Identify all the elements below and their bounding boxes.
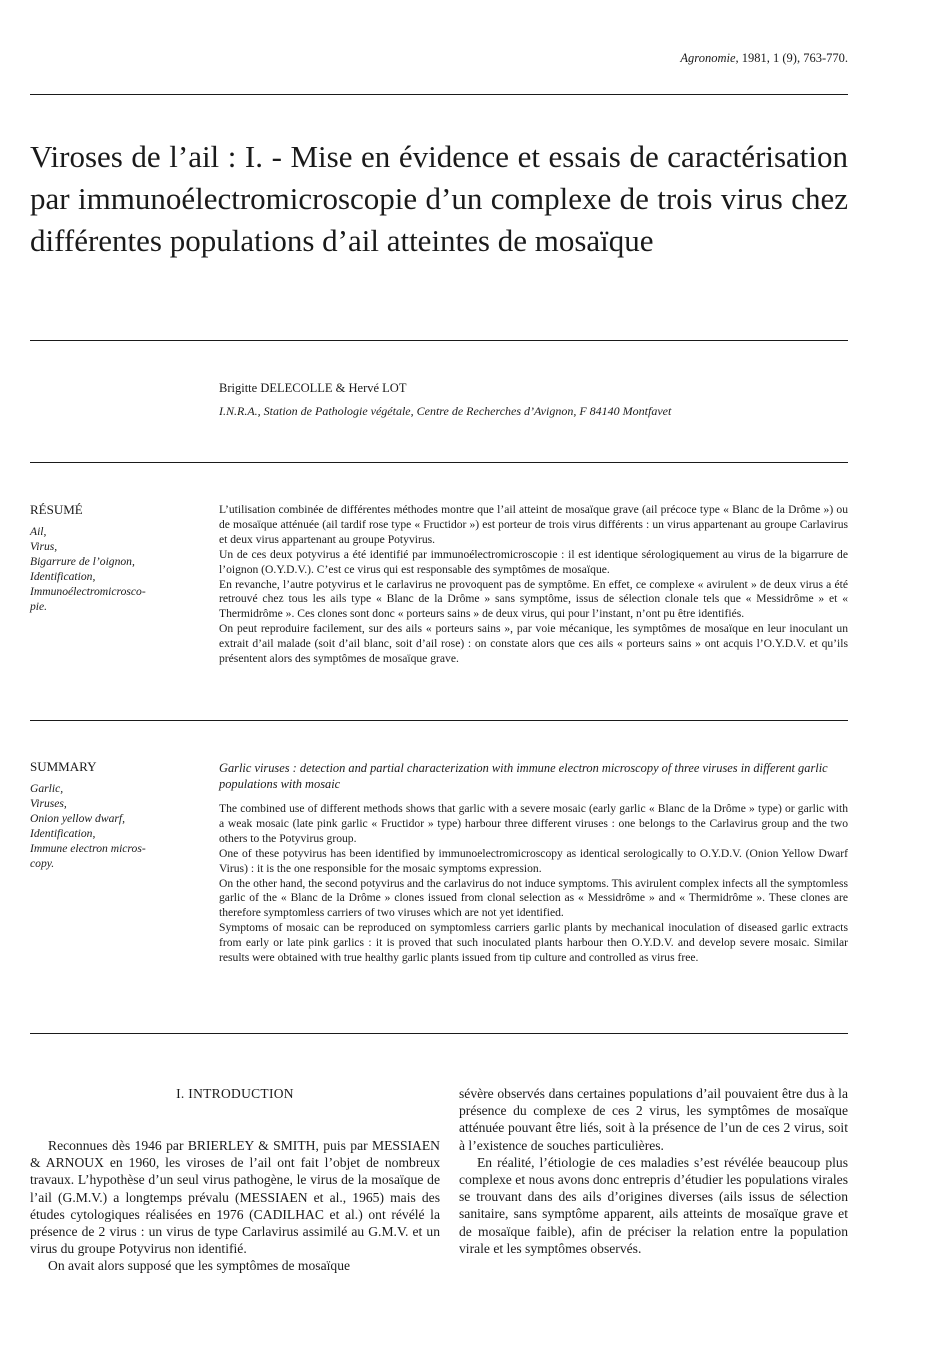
journal-reference	[680, 51, 848, 66]
resume-paragraph: Un de ces deux potyvirus a été identifié par immunoélectromicroscopie : il est identique sérologiquement au virus de la bigarrure de l’oignon (O.Y.D.V.). C’est ce virus qui est responsable des symptômes de mosaïque.	[219, 547, 848, 576]
keyword: Viruses,	[30, 797, 67, 810]
resume-paragraph: L’utilisation combinée de différentes méthodes montre que l’ail atteint de mosaïque grave (ail précoce type « Blanc de la Drôme ») ou de mosaïque atténuée (ail tardif rose type « Fructidor ») est porteur de trois virus différents : un virus appartenant au groupe Carlavirus et deux virus appartenant au groupe Potyvirus.	[219, 503, 848, 546]
resume-heading: RÉSUMÉ	[30, 502, 83, 517]
summary-rule	[30, 1033, 848, 1034]
resume-keywords	[30, 524, 146, 614]
paper-title: Viroses de l’ail : I. - Mise en évidence et essais de caractérisation par immunoélectromicroscopie d’un complexe de trois virus chez différentes populations d’ail atteintes de mosaïque	[30, 139, 848, 258]
resume-paragraph: En revanche, l’autre potyvirus et le carlavirus ne provoquent pas de symptôme. En effet, ce complexe « avirulent » de deux virus a été retrouvé chez tous les ails type « Blanc de la Drôme » sans symptôme, issus de sélection clonale tels que « Messidrôme » et « Thermidrôme ». Ces clones sont donc « porteurs sains » de deux virus, qui pour l’instant, n’ont pu être identifiés.	[219, 577, 848, 621]
summary-keywords	[30, 781, 146, 871]
resume-rule	[30, 720, 848, 721]
summary-heading: SUMMARY	[30, 759, 97, 774]
journal-name: Agronomie,	[680, 51, 739, 65]
keyword: Immunoélectromicrosco-	[30, 585, 146, 598]
summary-title: Garlic viruses : detection and partial characterization with immune electron microscopy of three viruses in different garlic populations with mosaic	[219, 761, 828, 791]
keyword: Virus,	[30, 540, 58, 553]
body-paragraph: Reconnues dès 1946 par BRIERLEY & SMITH, puis par MESSIAEN & ARNOUX en 1960, les viroses de l’ail ont fait l’objet de nombreux travaux. L’hypothèse d’un seul virus pathogène, le virus de la mosaïque de l’ail (G.M.V.) a longtemps prévalu (MESSIAEN et al., 1965) mais des études cytologiques réalisées en 1976 (CADILHAC et al.) ont révélé la présence de 2 virus : un virus de type Carlavirus assimilé au G.M.V. et un virus du groupe Potyvirus non identifié.	[30, 1138, 440, 1257]
summary-body	[219, 802, 848, 966]
introduction-left-column	[30, 1137, 440, 1275]
summary-paragraph: Symptoms of mosaic can be reproduced on symptomless carriers garlic plants by mechanical inoculation of diseased garlic extracts from early or late pink garlics : it is proved that such inoculated plants harbour then O.Y.D.V. and develop severe mosaic. Similar results were obtained with true healthy garlic plants issued from tip culture and controlled as virus free.	[219, 921, 848, 965]
introduction-heading: I. INTRODUCTION	[176, 1086, 294, 1101]
resume-paragraph: On peut reproduire facilement, sur des ails « porteurs sains », par voie mécanique, les symptômes de mosaïque en leur inoculant un extrait d’ail malade (soit d’ail blanc, soit d’ail rose) : on constate alors que ces ails « porteurs sains » ont acquis l’O.Y.D.V. et qu’ils présentent alors des symptômes de mosaïque grave.	[219, 622, 848, 666]
body-paragraph: On avait alors supposé que les symptômes de mosaïque	[48, 1258, 351, 1274]
header-rule	[30, 94, 848, 95]
resume-body	[219, 503, 848, 667]
body-paragraph: sévère observés dans certaines populations d’ail pouvaient être dus à la présence du complexe de ces 2 virus, les symptômes de mosaïque atténuée pouvant être liés, soit à la présence de l’un de ces 2 virus, soit à l’existence de souches particulières.	[459, 1086, 848, 1153]
keyword: copy.	[30, 857, 55, 870]
title-rule	[30, 340, 848, 341]
keyword: Identification,	[30, 570, 96, 583]
keyword: pie.	[30, 600, 48, 613]
keyword: Onion yellow dwarf,	[30, 812, 126, 825]
author-affiliation: I.N.R.A., Station de Pathologie végétale, Centre de Recherches d’Avignon, F 84140 Montfavet	[219, 404, 672, 418]
keyword: Garlic,	[30, 782, 64, 795]
author-list: Brigitte DELECOLLE & Hervé LOT	[219, 381, 407, 395]
body-paragraph: En réalité, l’étiologie de ces maladies s’est révélée beaucoup plus complexe et nous avons donc entrepris d’étudier les populations virales se trouvant dans des ails d’origines diverses (ails issus de sélection sanitaire, sans symptôme apparent, ails atteints de mosaïque grave et de mosaïque faible), afin de préciser la relation entre la population virale et les symptômes observés.	[459, 1154, 848, 1256]
introduction-right-column	[459, 1085, 848, 1257]
keyword: Immune electron micros-	[30, 842, 146, 855]
summary-paragraph: On the other hand, the second potyvirus and the carlavirus do not induce symptoms. This avirulent complex infects all the symptomless garlic of the « Blanc de la Drôme » clones issued from clonal selection as « Messidrôme » and « Thermidrôme ». These clones are therefore symptomless carriers of two viruses which are not yet identified.	[219, 876, 848, 920]
journal-volume-pages: 1981, 1 (9), 763-770.	[738, 51, 848, 65]
keyword: Ail,	[30, 525, 47, 538]
keyword: Bigarrure de l’oignon,	[30, 555, 135, 568]
summary-paragraph: One of these potyvirus has been identified by immunoelectromicroscopy as identical serologically to O.Y.D.V. (Onion Yellow Dwarf Virus) : it is the one responsible for the mosaic symptoms expression.	[219, 846, 848, 875]
authors-rule	[30, 462, 848, 463]
summary-paragraph: The combined use of different methods shows that garlic with a severe mosaic (early garlic « Blanc de la Drôme » type) or garlic with a weak mosaic (late pink garlic « Fructidor » type) harbour three different viruses : one belongs to the Carlavirus group and the two others to the Potyvirus group.	[219, 802, 848, 845]
keyword: Identification,	[30, 827, 96, 840]
